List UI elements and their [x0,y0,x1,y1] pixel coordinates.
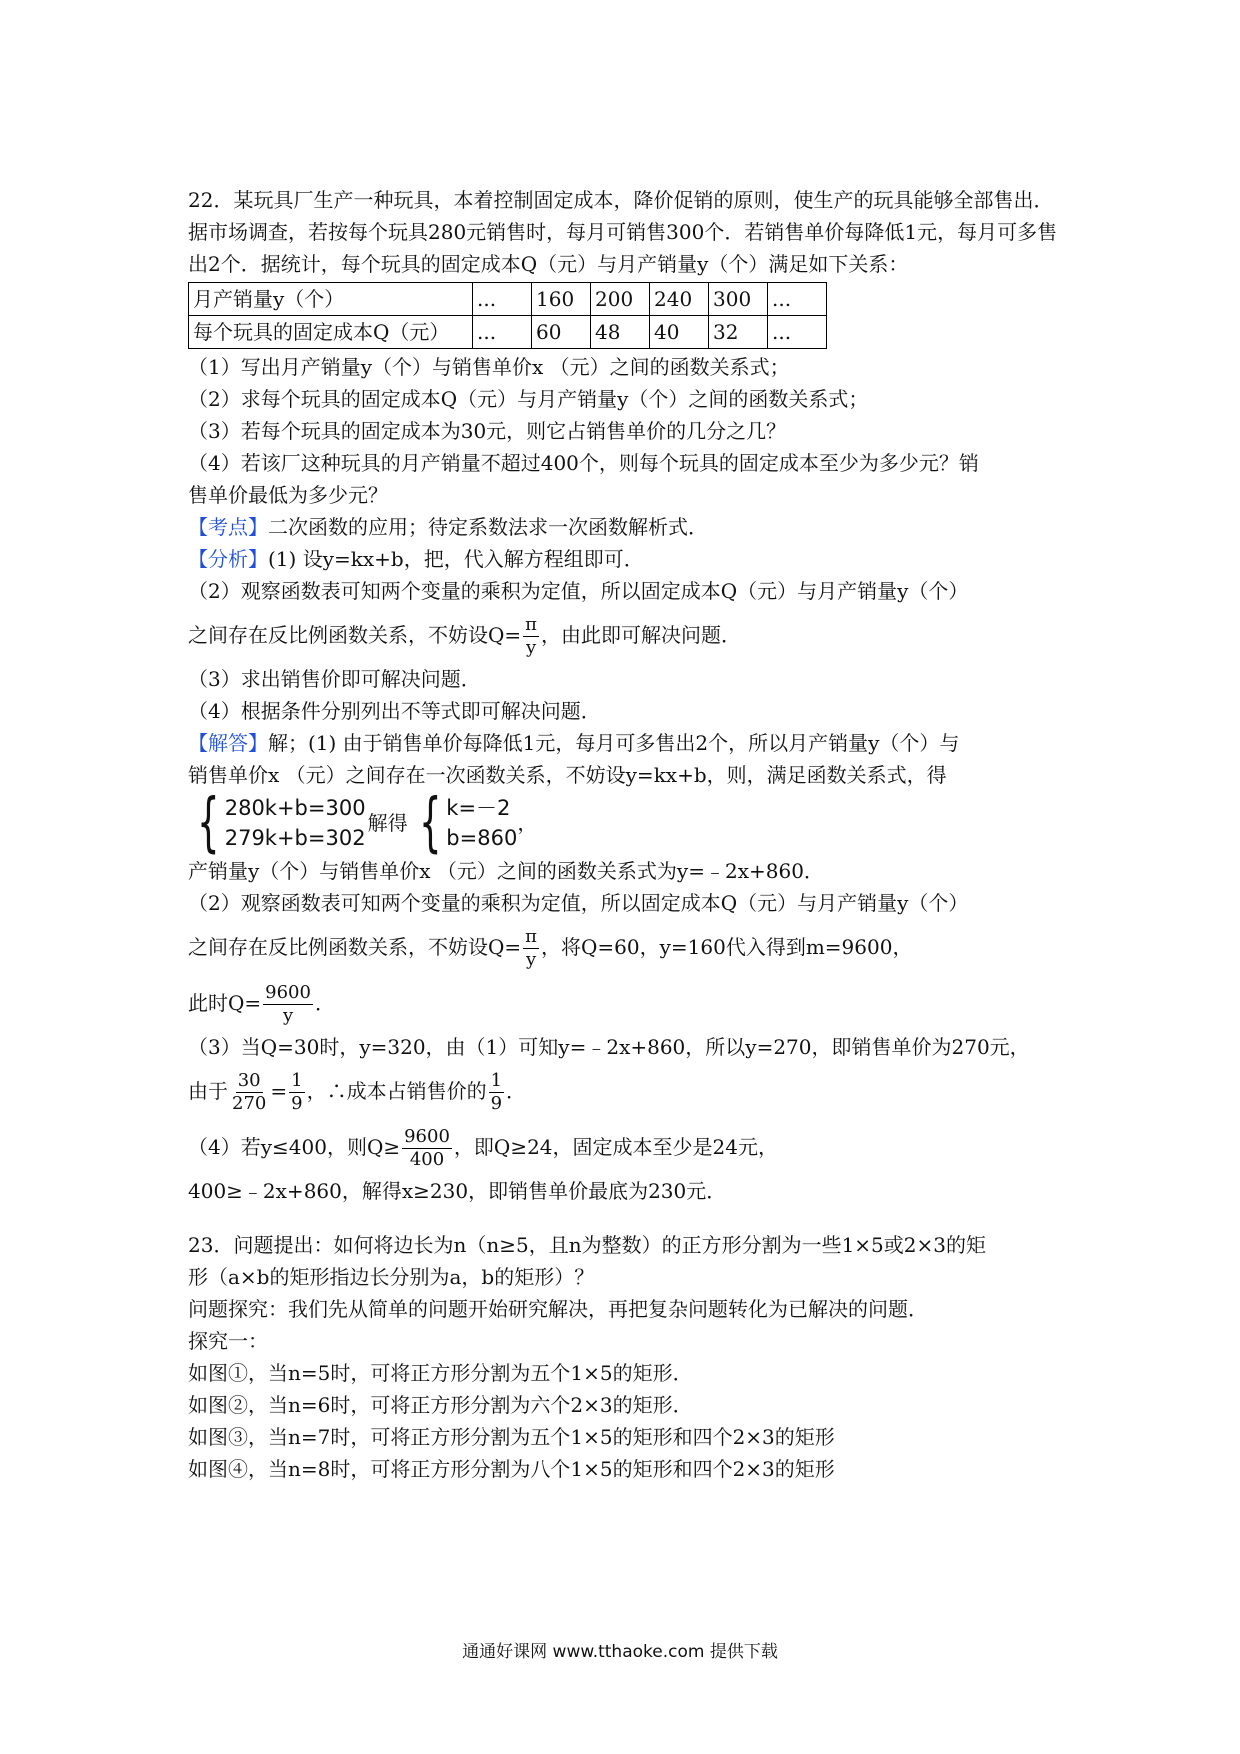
kaodian-tag: 【考点】 [188,515,268,539]
fraction-denominator: 400 [409,1149,445,1170]
jieda-4a [188,1119,1068,1175]
fraction-denominator: y [525,949,537,970]
fraction-denominator: y [525,637,537,658]
jieda-tag: 【解答】 [188,731,268,755]
fraction-denominator: 9 [291,1093,303,1114]
jieda-3b-pre: 由于 [188,1079,228,1103]
fraction [523,926,539,971]
fraction-denominator: 9 [490,1093,503,1114]
jieda-3a: （3）当Q=30时，y=320，由（1）可知y=﹣2x+860，所以y=270，即销售单价为270元， [188,1035,1030,1059]
fenxi-3: （3）求出销售价即可解决问题． [188,667,481,691]
system-line: 280k+b=300 [224,796,366,820]
fraction [523,614,539,659]
fraction-numerator: 9600 [265,982,311,1003]
system-mid: 解得 [367,811,408,835]
jieda-3b-mid: ，∴成本占销售价的 [306,1079,487,1103]
brace-icon: { [197,786,220,860]
jieda-1c: 产销量y（个）与销售单价x （元）之间的函数关系式为y=﹣2x+860． [188,859,824,883]
table-cell: 160 [532,283,591,316]
jieda-4b: 400≥﹣2x+860，解得x≥230，即销售单价最底为230元． [188,1179,727,1203]
jieda-text: 解；(1) 由于销售单价每降低1元，每月可多售出2个，所以月产销量y（个）与 [268,731,960,755]
section-gap [188,1207,1068,1229]
table-cell: 月产销量y（个） [189,283,473,316]
q23-fig-2: 如图②，当n=6时，可将正方形分割为六个2×3的矩形． [188,1393,693,1417]
table-row [189,316,827,349]
fenxi-4: （4）根据条件分别列出不等式即可解决问题． [188,699,601,723]
jieda-2c-post: ． [314,991,335,1015]
jieda-2c [188,975,1068,1031]
table-cell: 300 [709,283,768,316]
fraction-denominator: y [282,1005,294,1026]
system-1 [188,786,366,860]
question-3: （3）若每个玩具的固定成本为30元，则它占销售单价的几分之几？ [188,419,787,443]
question-4: （4）若该厂这种玩具的月产销量不超过400个，则每个玩具的固定成本至少为多少元？销售单价最低为多少元？ [188,451,979,507]
fenxi-tag: 【分析】 [188,547,268,571]
jieda-line [188,727,1068,759]
jieda-1b: 销售单价x （元）之间存在一次函数关系，不妨设y=kx+b，则，满足函数关系式，得 [188,763,947,787]
fenxi-2b [188,607,1068,663]
kaodian-text: 二次函数的应用；待定系数法求一次函数解析式． [268,515,708,539]
fraction-numerator: 1 [490,1070,503,1091]
table-cell: ... [473,283,532,316]
fenxi-text: (1) 设y=kx+b，把，代入解方程组即可． [268,547,644,571]
q23-explore: 问题探究：我们先从简单的问题开始研究解决，再把复杂问题转化为已解决的问题． [188,1297,928,1321]
jieda-4a-pre: （4）若y≤400，则Q≥ [188,1135,401,1159]
question-2: （2）求每个玩具的固定成本Q（元）与月产销量y（个）之间的函数关系式； [188,387,869,411]
q23-stem-2: 形（a×b的矩形指边长分别为a，b的矩形）？ [188,1265,595,1289]
fraction [489,1070,504,1115]
fenxi-2b-pre: 之间存在反比例函数关系，不妨设Q= [188,623,522,647]
jieda-4a-post: ，即Q≥24，固定成本至少是24元， [453,1135,778,1159]
table-cell: 每个玩具的固定成本Q（元） [189,316,473,349]
fraction-numerator: π [525,926,537,947]
q23-stem-1: 23．问题提出：如何将边长为n（n≥5，且n为整数）的正方形分割为一些1×5或2×3的矩 [188,1233,986,1257]
q22-stem: 22．某玩具厂生产一种玩具，本着控制固定成本，降价促销的原则，使生产的玩具能够全部售出．据市场调查，若按每个玩具280元销售时，每月可销售300个．若销售单价每降低1元，每月可多售出2个．据统计，每个玩具的固定成本Q（元）与月产销量y（个）满足如下关系： [188,188,1058,276]
fraction-numerator: π [525,614,537,635]
equation-system [188,786,1068,860]
jieda-2c-pre: 此时Q= [188,991,262,1015]
kaodian-line [188,511,1068,543]
jieda-2b-pre: 之间存在反比例函数关系，不妨设Q= [188,935,522,959]
brace-icon: { [418,786,442,860]
fraction [263,982,313,1027]
jieda-3b [188,1063,1068,1119]
table-cell: 240 [650,283,709,316]
table-cell: ... [473,316,532,349]
table-cell: 40 [650,316,709,349]
q23-fig-1: 如图①，当n=5时，可将正方形分割为五个1×5的矩形． [188,1361,693,1385]
question-1: （1）写出月产销量y（个）与销售单价x （元）之间的函数关系式； [188,355,790,379]
data-table [188,282,827,349]
system-2 [410,786,518,860]
system-line: k=－2 [446,796,511,820]
fraction [289,1070,304,1115]
system-line: 279k+b=302 [224,826,366,850]
fraction [402,1126,452,1171]
document-body [188,184,1068,1485]
jieda-2a: （2）观察函数表可知两个变量的乘积为定值，所以固定成本Q（元）与月产销量y（个） [188,891,969,915]
q23-explore-1: 探究一： [188,1329,268,1353]
fenxi-line [188,543,1068,575]
fraction [230,1070,268,1115]
table-cell: 32 [709,316,768,349]
fenxi-2a: （2）观察函数表可知两个变量的乘积为定值，所以固定成本Q（元）与月产销量y（个） [188,579,969,603]
fenxi-2b-post: ，由此即可解决问题． [541,623,741,647]
q23-fig-3: 如图③，当n=7时，可将正方形分割为五个1×5的矩形和四个2×3的矩形 [188,1425,835,1449]
table-cell: 200 [591,283,650,316]
fraction-numerator: 9600 [404,1126,450,1147]
page-footer: 通通好课网 www.tthaoke.com 提供下载 [462,1642,778,1662]
equals-sign: = [270,1079,288,1103]
table-cell: ... [768,316,827,349]
jieda-3b-post: ． [506,1079,527,1103]
table-row [189,283,827,316]
jieda-2b [188,919,1068,975]
table-cell: 48 [591,316,650,349]
system-line: b=860 [446,826,518,850]
fraction-numerator: 1 [291,1070,303,1091]
table-cell: ... [768,283,827,316]
system-end: ， [517,811,538,835]
fraction-denominator: 270 [232,1093,267,1114]
fraction-numerator: 30 [237,1070,261,1091]
q23-fig-4: 如图④，当n=8时，可将正方形分割为八个1×5的矩形和四个2×3的矩形 [188,1457,835,1481]
table-cell: 60 [532,316,591,349]
jieda-2b-post: ，将Q=60，y=160代入得到m=9600， [541,935,913,959]
